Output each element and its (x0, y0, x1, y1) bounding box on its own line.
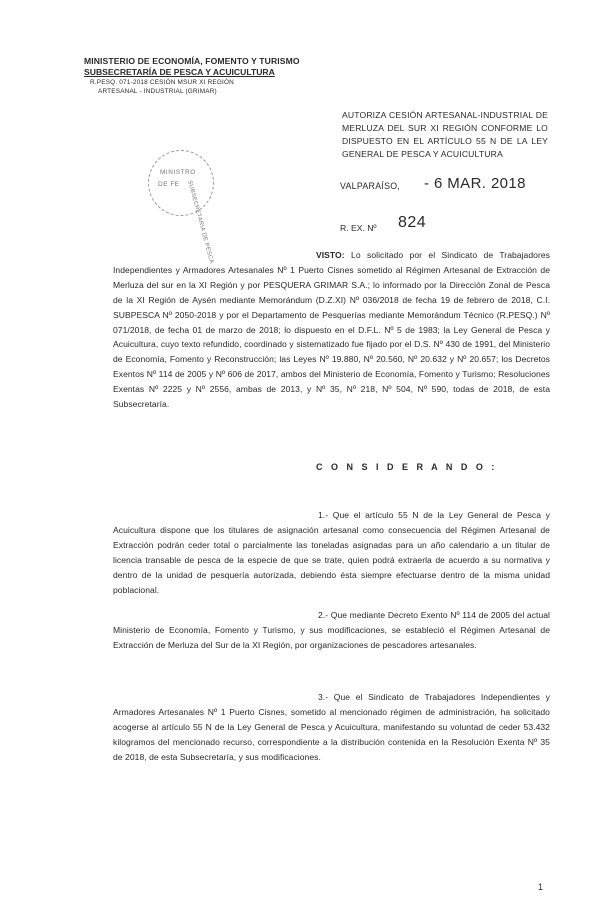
considerando-item-1: 1.- Que el artículo 55 N de la Ley General de Pesca y Acuicultura dispone que los titulares de asignación artesanal como consecuencia del Régimen Artesanal de Extracción podrán ceder total o parcialmente las toneladas asignadas para un año calendario a un titular de licencia transable de pesca de la especie de que se trate, quien podrá extraerla de acuerdo a su normativa y dentro de la unidad de pesquería autorizada, debiendo ésta siempre efectuarse dentro de la misma unidad poblacional. (113, 510, 550, 595)
resolution-date: - 6 MAR. 2018 (424, 175, 526, 192)
stamp-line-1: MINISTRO (160, 169, 196, 176)
ministry-name: MINISTERIO DE ECONOMÍA, FOMENTO Y TURISMO (84, 56, 300, 66)
place-label: VALPARAÍSO, (340, 181, 401, 191)
rex-label: R. EX. Nº (340, 223, 377, 233)
considerando-heading: C O N S I D E R A N D O : (316, 462, 498, 472)
visto-paragraph (113, 248, 550, 412)
visto-label: VISTO: (316, 250, 345, 260)
considerando-item-2: 2.- Que mediante Decreto Exento Nº 114 de 2005 del actual Ministerio de Economía, Fomento y Turismo, y sus modificaciones, se estableció el Régimen Artesanal de Extracción de Merluza del Sur de la XI Región, por organizaciones de pescadores artesanales. (113, 610, 550, 650)
subsecretaria-name: SUBSECRETARÍA DE PESCA Y ACUICULTURA (84, 67, 275, 77)
page-number: 1 (538, 882, 544, 892)
resolution-subject: AUTORIZA CESIÓN ARTESANAL-INDUSTRIAL DE MERLUZA DEL SUR XI REGIÓN CONFORME LO DISPUESTO EN EL ARTÍCULO 55 N DE LA LEY GENERAL DE PESCA Y ACUICULTURA (342, 110, 548, 159)
visto-text: Lo solicitado por el Sindicato de Trabajadores Independientes y Armadores Artesanales Nº 1 Puerto Cisnes sometido al Régimen Artesanal de Extracción de Merluza del sur en la XI Región y por PESQUERA GRIMAR S.A.; lo informado por la Dirección Zonal de Pesca de la XI Región de Aysén mediante Memorándum (D.Z.XI) Nº 036/2018 de fecha 19 de febrero de 2018, C.I. SUBPESCA Nº 2050-2018 y por el Departamento de Pesquerías mediante Memorándum Técnico (R.PESQ.) Nº 071/2018, de fecha 01 de marzo de 2018; lo dispuesto en el D.F.L. Nº 5 de 1983; la Ley General de Pesca y Acuicultura, cuyo texto refundido, coordinado y sistematizado fue fijado por el D.S. Nº 430 de 1991, del Ministerio de Economía, Fomento y Reconstrucción; las Leyes Nº 19.880, Nº 20.560, Nº 20.632 y Nº 20.657; los Decretos Exentos Nº 114 de 2005 y Nº 606 de 2017, ambos del Ministerio de Economía, Fomento y Turismo; Resoluciones Exentas Nº 2225 y Nº 2556, ambas de 2013, y Nº 35, Nº 218, Nº 504, Nº 590, todas de 2018, de esta Subsecretaría. (113, 250, 550, 410)
reference-line-2: ARTESANAL - INDUSTRIAL (GRIMAR) (98, 88, 217, 95)
official-stamp (148, 150, 214, 216)
letterhead (84, 56, 324, 96)
stamp-side-text: SUBSECRETARIA DE PESCA (186, 180, 215, 265)
considerando-item-3: 3.- Que el Sindicato de Trabajadores Independientes y Armadores Artesanales Nº 1 Puerto Cisnes, sometido al mencionado régimen de administración, ha solicitado acogerse al artículo 55 N de la Ley General de Pesca y Acuicultura, manifestando su voluntad de ceder 53.432 kilogramos del mencionado recurso, correspondiente a la distribución contenida en la Resolución Exenta Nº 35 de 2018, de esta Subsecretaría, y sus modificaciones. (113, 692, 550, 762)
reference-line-1: R.PESQ. 071-2018 CESIÓN MSUR XI REGIÓN (90, 79, 234, 86)
rex-number: 824 (398, 214, 427, 231)
stamp-line-2: DE FE (158, 181, 180, 188)
